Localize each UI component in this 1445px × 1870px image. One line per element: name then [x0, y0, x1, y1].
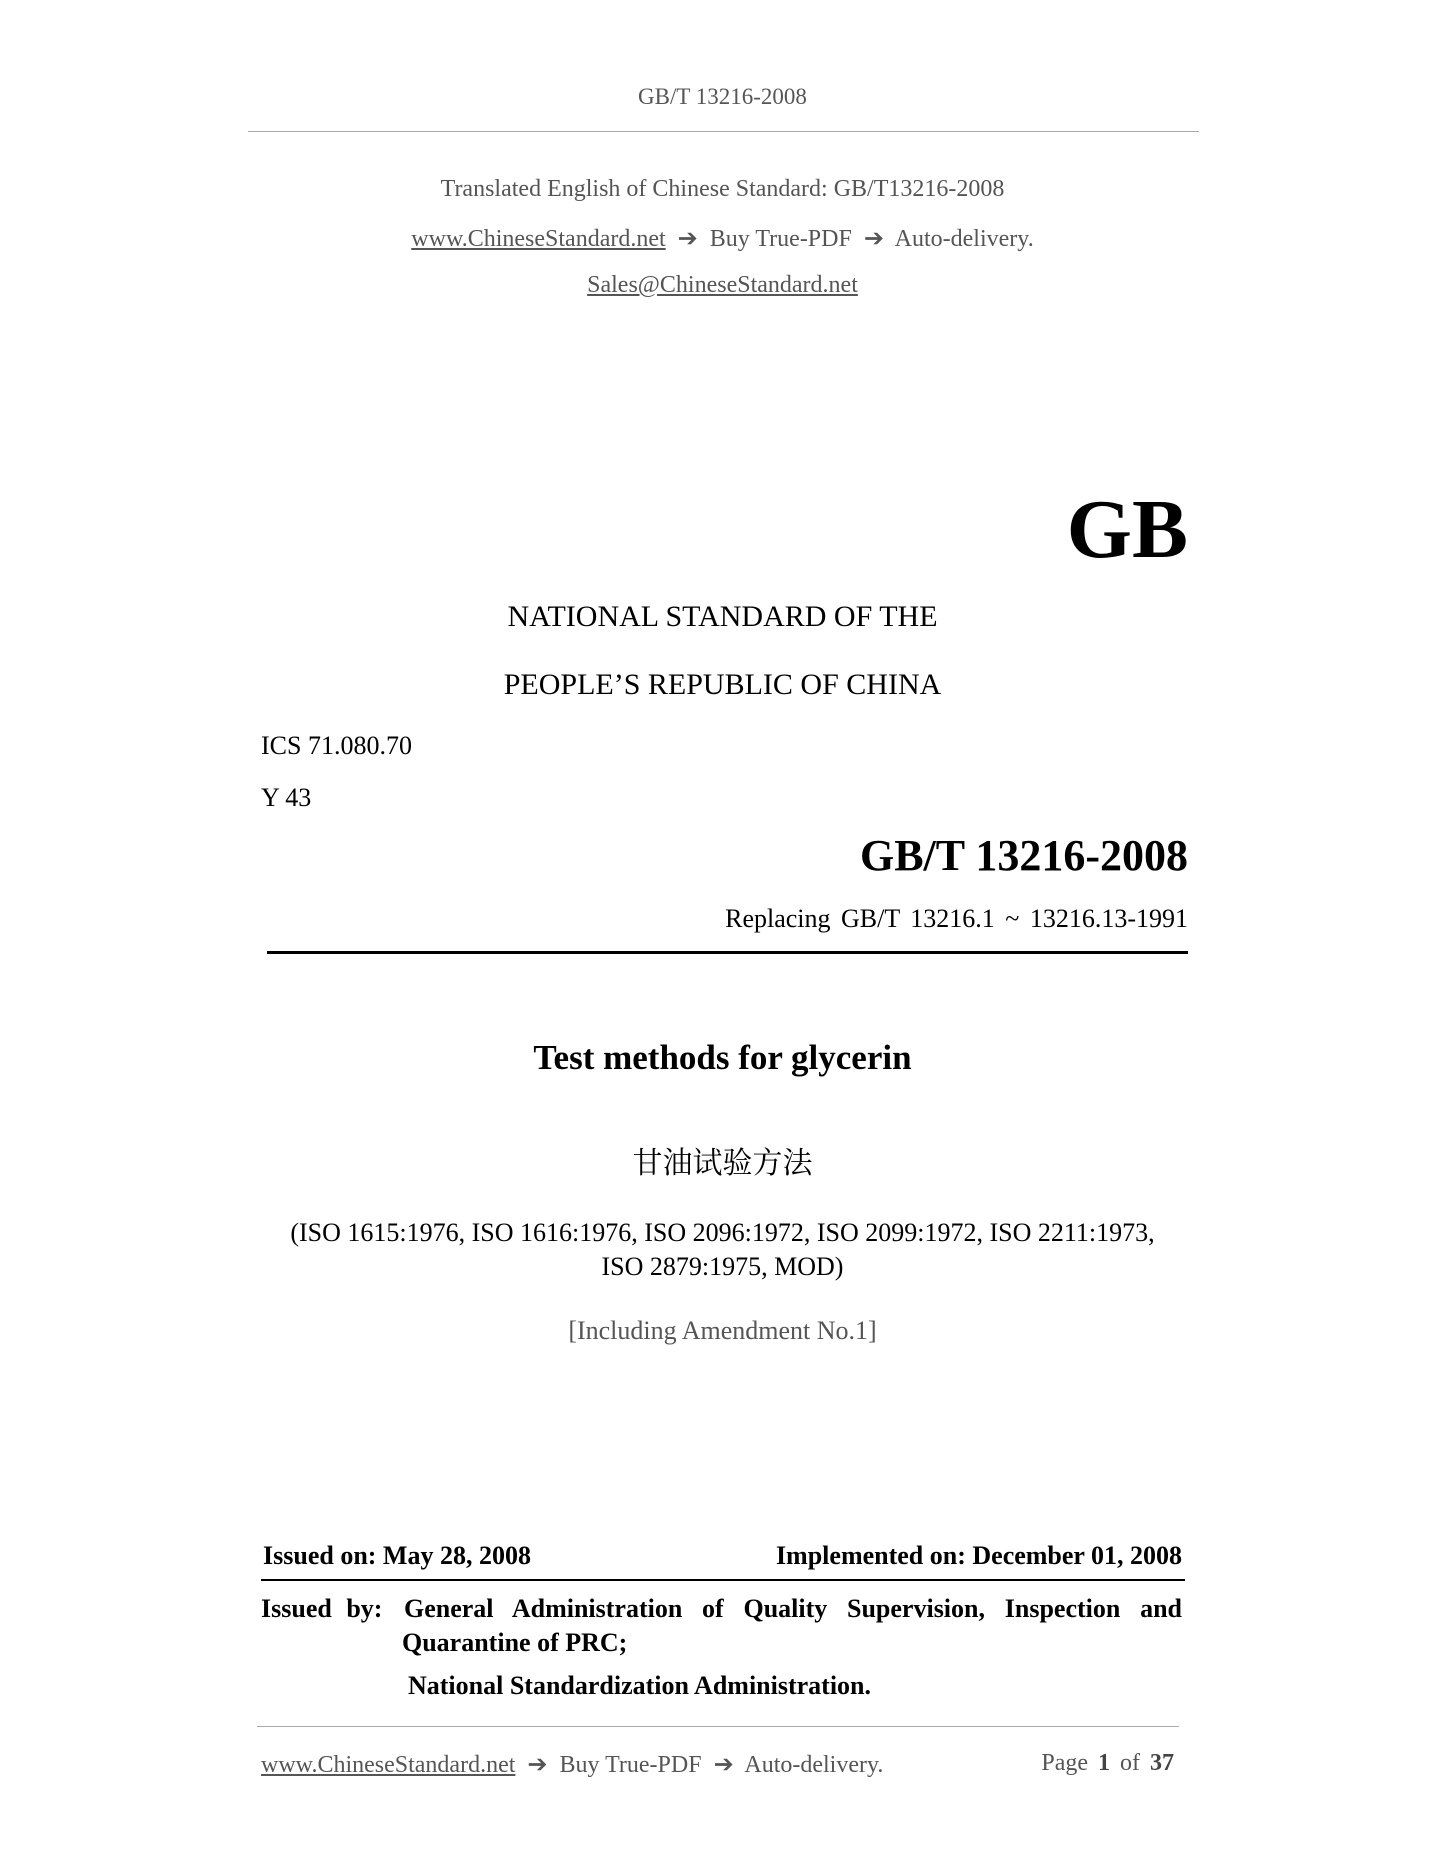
running-head: GB/T 13216-2008 — [638, 84, 807, 109]
ics-code: ICS 71.080.70 — [261, 731, 412, 760]
chinese-title: 甘油试验方法 — [632, 1146, 813, 1181]
issued-by-line-1: General Administration of Quality Supervision, Inspection and — [404, 1594, 1182, 1623]
arrow-right-icon: ➔ — [521, 1752, 554, 1778]
page-word: Page — [1041, 1750, 1088, 1776]
footer-site-link[interactable]: www.ChineseStandard.net — [261, 1752, 516, 1778]
delivery-step-text: Auto-delivery. — [894, 226, 1034, 252]
gb-logo: GB — [1066, 483, 1188, 576]
issued-by-label: Issued by: — [261, 1594, 383, 1623]
national-standard-line-1: NATIONAL STANDARD OF THE — [507, 600, 938, 633]
promo-buy-line — [0, 224, 1445, 253]
standard-number: GB/T 13216-2008 — [859, 831, 1188, 880]
sales-email-line — [0, 272, 1445, 299]
amendment-note: [Including Amendment No.1] — [568, 1316, 877, 1345]
national-standard-line-2: PEOPLE’S REPUBLIC OF CHINA — [503, 668, 942, 701]
top-rule — [248, 131, 1199, 132]
footer-delivery-step: Auto-delivery. — [744, 1752, 884, 1778]
title-rule — [267, 951, 1188, 954]
issue-rule — [261, 1579, 1185, 1581]
arrow-right-icon: ➔ — [707, 1752, 740, 1778]
footer-buy-step: Buy True-PDF — [559, 1752, 702, 1778]
page-total: 37 — [1150, 1750, 1174, 1776]
page-indicator — [980, 1750, 1174, 1777]
replacing-line: Replacing GB/T 13216.1 ~ 13216.13-1991 — [725, 904, 1188, 933]
issued-on-date: Issued on: May 28, 2008 — [263, 1541, 531, 1570]
issued-by-line-2: Quarantine of PRC; — [402, 1628, 628, 1657]
arrow-right-icon: ➔ — [671, 226, 704, 252]
buy-step-text: Buy True-PDF — [709, 226, 852, 252]
translated-line: Translated English of Chinese Standard: GB/T13216-2008 — [440, 176, 1005, 202]
english-title: Test methods for glycerin — [533, 1038, 912, 1077]
implemented-on-date: Implemented on: December 01, 2008 — [775, 1541, 1182, 1570]
iso-reference-line-2: ISO 2879:1975, MOD) — [601, 1252, 844, 1281]
sales-email-link[interactable]: Sales@ChineseStandard.net — [587, 272, 858, 298]
ccs-code: Y 43 — [261, 783, 312, 812]
of-word: of — [1120, 1750, 1140, 1776]
arrow-right-icon: ➔ — [857, 226, 890, 252]
iso-reference-line-1: (ISO 1615:1976, ISO 1616:1976, ISO 2096:1972, ISO 2099:1972, ISO 2211:1973, — [290, 1218, 1155, 1247]
footer-buy-line — [261, 1750, 883, 1779]
bottom-rule — [257, 1726, 1179, 1727]
site-link[interactable]: www.ChineseStandard.net — [411, 226, 666, 252]
issued-by-line-3: National Standardization Administration. — [408, 1671, 872, 1700]
page-current: 1 — [1098, 1750, 1110, 1776]
